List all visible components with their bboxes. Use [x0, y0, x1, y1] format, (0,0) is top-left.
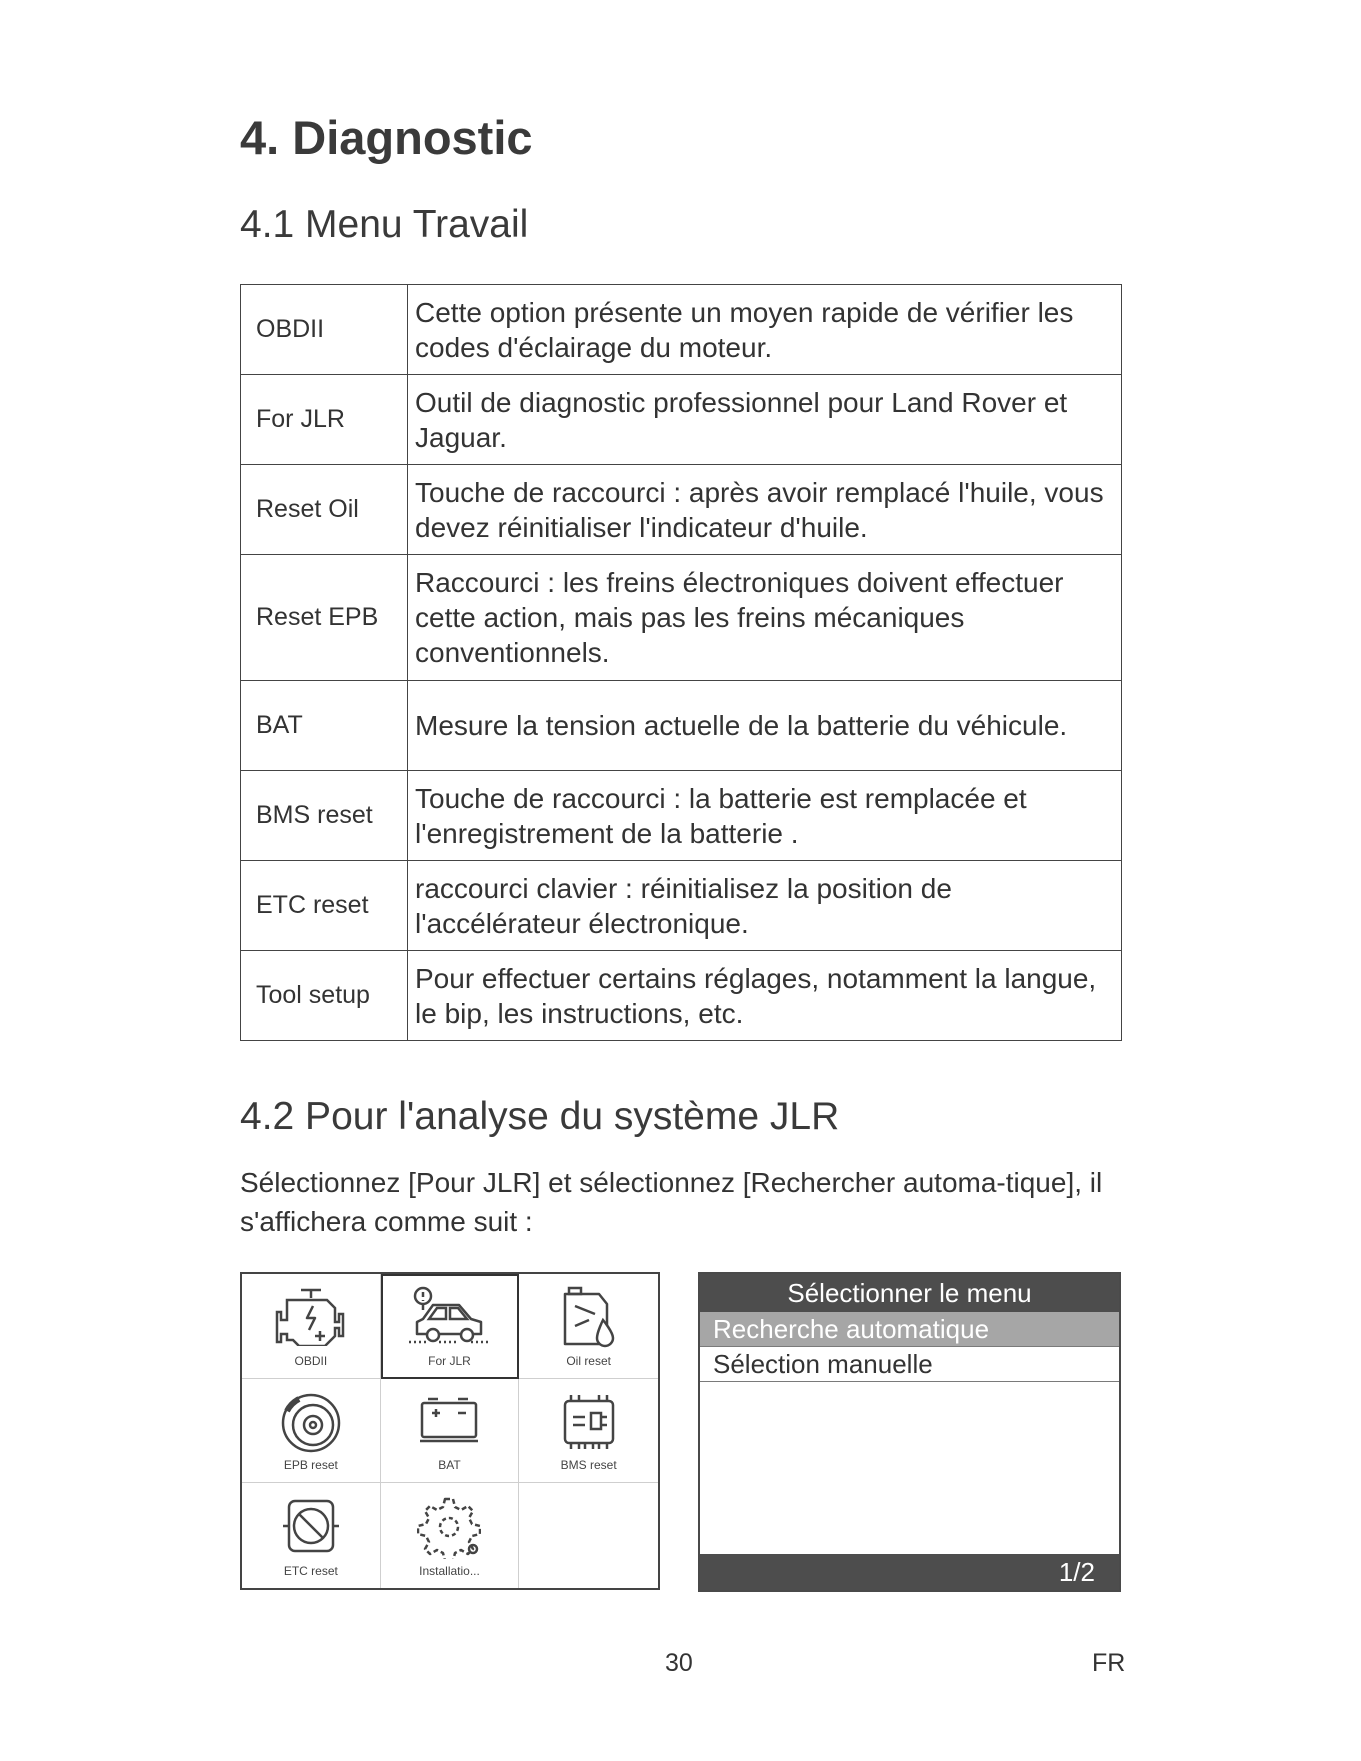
- grid-item-label: BMS reset: [560, 1458, 617, 1473]
- row-key: For JLR: [241, 375, 408, 465]
- brake-disc-icon: [279, 1391, 343, 1455]
- oil-can-icon: [559, 1286, 619, 1348]
- grid-item-epb-reset[interactable]: [242, 1379, 381, 1484]
- screen-page-indicator: 1/2: [700, 1554, 1119, 1590]
- row-description: Outil de diagnostic professionnel pour Land Rover et Jaguar.: [408, 375, 1122, 465]
- grid-item-bat[interactable]: [381, 1379, 520, 1484]
- row-key: OBDII: [241, 285, 408, 375]
- page-number: 30: [665, 1649, 693, 1677]
- table-row: [241, 375, 1122, 465]
- device-screen: [698, 1272, 1121, 1592]
- row-description: Pour effectuer certains réglages, notamment la langue, le bip, les instructions, etc.: [408, 951, 1122, 1041]
- row-key: ETC reset: [241, 861, 408, 951]
- battery-icon: [416, 1391, 482, 1451]
- bms-icon: [557, 1391, 621, 1453]
- grid-item-installation[interactable]: [381, 1483, 520, 1588]
- row-key: Tool setup: [241, 951, 408, 1041]
- grid-item-label: Installatio...: [419, 1563, 480, 1578]
- grid-item-label: BAT: [438, 1458, 461, 1473]
- grid-item-label: EPB reset: [283, 1458, 338, 1473]
- table-row: [241, 681, 1122, 771]
- instruction-paragraph: Sélectionnez [Pour JLR] et sélectionnez [Rechercher automa-tique], il s'affichera comme suit :: [240, 1167, 1103, 1237]
- grid-item-bms-reset[interactable]: [519, 1379, 658, 1484]
- page-heading: 4. Diagnostic: [240, 111, 533, 164]
- grid-item-obdii[interactable]: [242, 1274, 381, 1379]
- throttle-icon: [281, 1495, 341, 1557]
- table-row: [241, 951, 1122, 1041]
- engine-icon: [275, 1286, 347, 1346]
- row-key: Reset EPB: [241, 555, 408, 681]
- section-title-jlr: 4.2 Pour l'analyse du système JLR: [240, 1095, 840, 1138]
- row-description: Mesure la tension actuelle de la batterie du véhicule.: [408, 681, 1122, 771]
- grid-item-label: For JLR: [428, 1353, 471, 1368]
- menu-table: [240, 284, 1122, 1041]
- row-key: BAT: [241, 681, 408, 771]
- car-icon: [409, 1286, 489, 1346]
- row-description: raccourci clavier : réinitialisez la position de l'accélérateur électronique.: [408, 861, 1122, 951]
- grid-item-etc-reset[interactable]: [242, 1483, 381, 1588]
- table-row: [241, 555, 1122, 681]
- section-title-menu: 4.1 Menu Travail: [240, 203, 529, 246]
- screen-title: Sélectionner le menu: [700, 1274, 1119, 1312]
- grid-item-label: ETC reset: [283, 1563, 338, 1578]
- gear-icon: [417, 1495, 481, 1559]
- grid-item-oil-reset[interactable]: [519, 1274, 658, 1379]
- table-row: [241, 771, 1122, 861]
- table-row: [241, 465, 1122, 555]
- menu-item-manual-selection[interactable]: Sélection manuelle: [700, 1347, 1119, 1382]
- row-key: BMS reset: [241, 771, 408, 861]
- grid-item-label: Oil reset: [566, 1353, 611, 1368]
- grid-item-for-jlr[interactable]: [381, 1274, 520, 1379]
- row-description: Raccourci : les freins électroniques doivent effectuer cette action, mais pas les freins mécaniques conventionnels.: [408, 555, 1122, 681]
- device-menu-grid: [240, 1272, 660, 1590]
- row-description: Touche de raccourci : après avoir remplacé l'huile, vous devez réinitialiser l'indicateur d'huile.: [408, 465, 1122, 555]
- language-code: FR: [1092, 1649, 1126, 1677]
- row-description: Cette option présente un moyen rapide de vérifier les codes d'éclairage du moteur.: [408, 285, 1122, 375]
- table-row: [241, 285, 1122, 375]
- row-key: Reset Oil: [241, 465, 408, 555]
- grid-item-label: OBDII: [294, 1353, 328, 1368]
- menu-item-auto-search[interactable]: Recherche automatique: [700, 1312, 1119, 1347]
- table-row: [241, 861, 1122, 951]
- row-description: Touche de raccourci : la batterie est remplacée et l'enregistrement de la batterie .: [408, 771, 1122, 861]
- grid-item-empty: [519, 1483, 658, 1588]
